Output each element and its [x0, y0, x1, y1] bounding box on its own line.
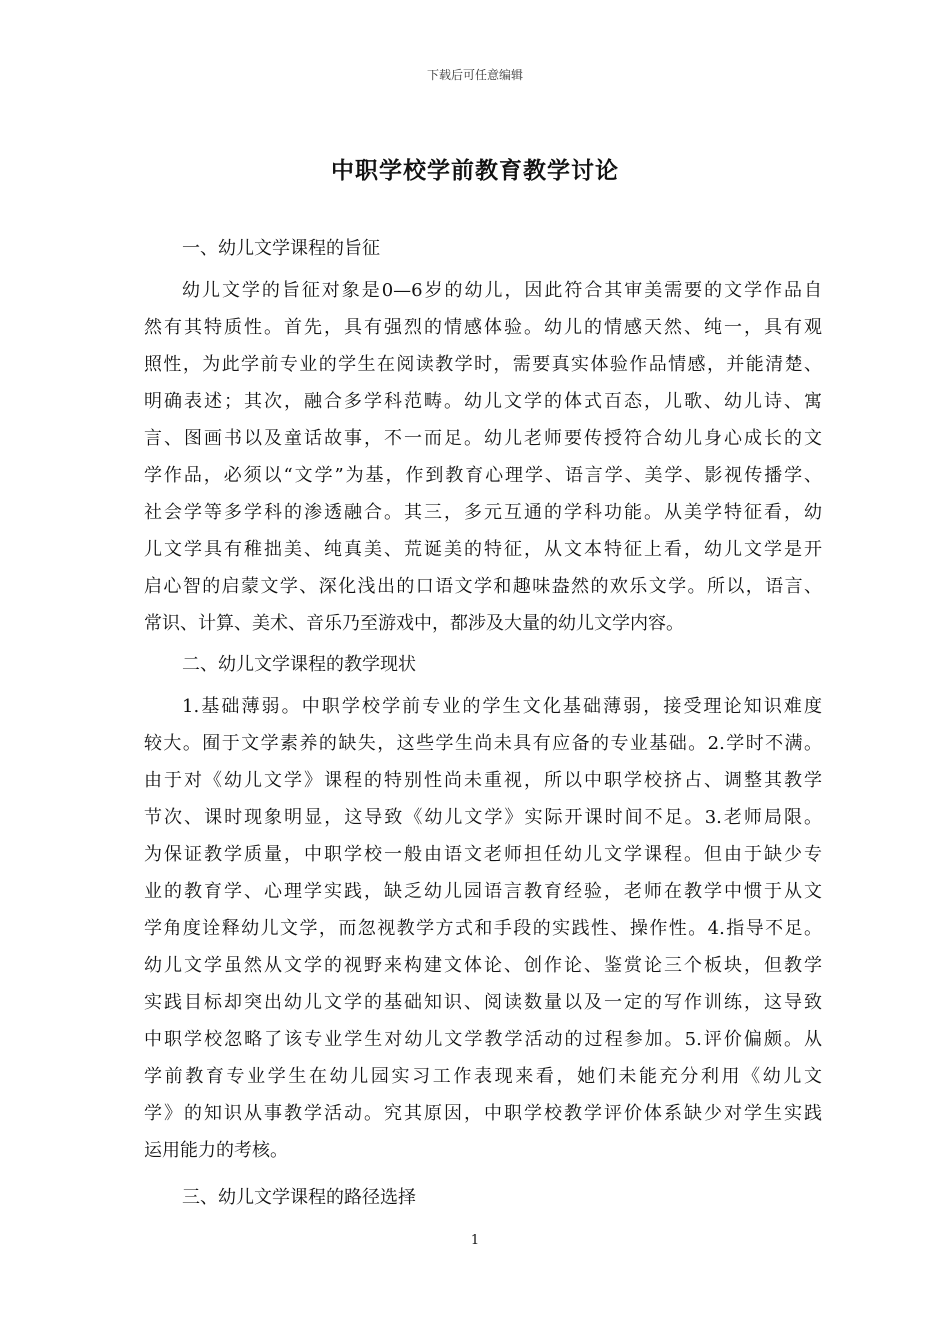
- text-line: 节次、课时现象明显，这导致《幼儿文学》实际开课时间不足。3.老师局限。: [144, 807, 822, 828]
- text-line: 为保证教学质量，中职学校一般由语文老师担任幼儿文学课程。但由于缺少专: [144, 844, 822, 865]
- text-line: 言、图画书以及童话故事，不一而足。幼儿老师要传授符合幼儿身心成长的文: [144, 428, 822, 449]
- text-line: 由于对《幼儿文学》课程的特别性尚未重视，所以中职学校挤占、调整其教学: [144, 770, 822, 791]
- text-line: 幼儿文学虽然从文学的视野来构建文体论、创作论、鉴赏论三个板块，但教学: [144, 955, 822, 976]
- page-header: 下载后可任意编辑: [426, 68, 523, 82]
- text-line: 1.基础薄弱。中职学校学前专业的学生文化基础薄弱，接受理论知识难度: [182, 696, 822, 717]
- section-heading-3: 三、幼儿文学课程的路径选择: [182, 1187, 416, 1208]
- text-line: 学角度诠释幼儿文学，而忽视教学方式和手段的实践性、操作性。4.指导不足。: [144, 918, 822, 939]
- text-line: 常识、计算、美术、音乐乃至游戏中，都涉及大量的幼儿文学内容。: [144, 613, 684, 634]
- document-title: 中职学校学前教育教学讨论: [331, 157, 619, 184]
- text-line: 中职学校忽略了该专业学生对幼儿文学教学活动的过程参加。5.评价偏颇。从: [144, 1029, 822, 1050]
- text-line: 然有其特质性。首先，具有强烈的情感体验。幼儿的情感天然、纯一，具有观: [144, 317, 822, 338]
- text-line: 社会学等多学科的渗透融合。其三，多元互通的学科功能。从美学特征看，幼: [144, 502, 822, 523]
- text-line: 学前教育专业学生在幼儿园实习工作表现来看，她们未能充分利用《幼儿文: [144, 1066, 822, 1087]
- section-heading-1: 一、幼儿文学课程的旨征: [182, 238, 380, 259]
- text-line: 业的教育学、心理学实践，缺乏幼儿园语言教育经验，老师在教学中惯于从文: [144, 881, 822, 902]
- paragraph-2: [144, 688, 822, 1169]
- text-line: 照性，为此学前专业的学生在阅读教学时，需要真实体验作品情感，并能清楚、: [144, 354, 822, 375]
- document-body: [144, 226, 822, 1221]
- text-line: 较大。囿于文学素养的缺失，这些学生尚未具有应备的专业基础。2.学时不满。: [144, 733, 822, 754]
- text-line: 运用能力的考核。: [144, 1140, 288, 1161]
- paragraph-1: [144, 272, 822, 642]
- text-line: 学作品，必须以“文学”为基，作到教育心理学、语言学、美学、影视传播学、: [144, 465, 822, 486]
- text-line: 明确表述；其次，融合多学科范畴。幼儿文学的体式百态，儿歌、幼儿诗、寓: [144, 391, 822, 412]
- section-heading-2: 二、幼儿文学课程的教学现状: [182, 654, 416, 675]
- page-number: 1: [470, 1233, 480, 1248]
- text-line: 启心智的启蒙文学、深化浅出的口语文学和趣味盎然的欢乐文学。所以，语言、: [144, 576, 822, 597]
- text-line: 学》的知识从事教学活动。究其原因，中职学校教学评价体系缺少对学生实践: [144, 1103, 822, 1124]
- text-line: 儿文学具有稚拙美、纯真美、荒诞美的特征，从文本特征上看，幼儿文学是开: [144, 539, 822, 560]
- text-line: 实践目标却突出幼儿文学的基础知识、阅读数量以及一定的写作训练，这导致: [144, 992, 822, 1013]
- text-line: 幼儿文学的旨征对象是0—6岁的幼儿，因此符合其审美需要的文学作品自: [182, 280, 822, 301]
